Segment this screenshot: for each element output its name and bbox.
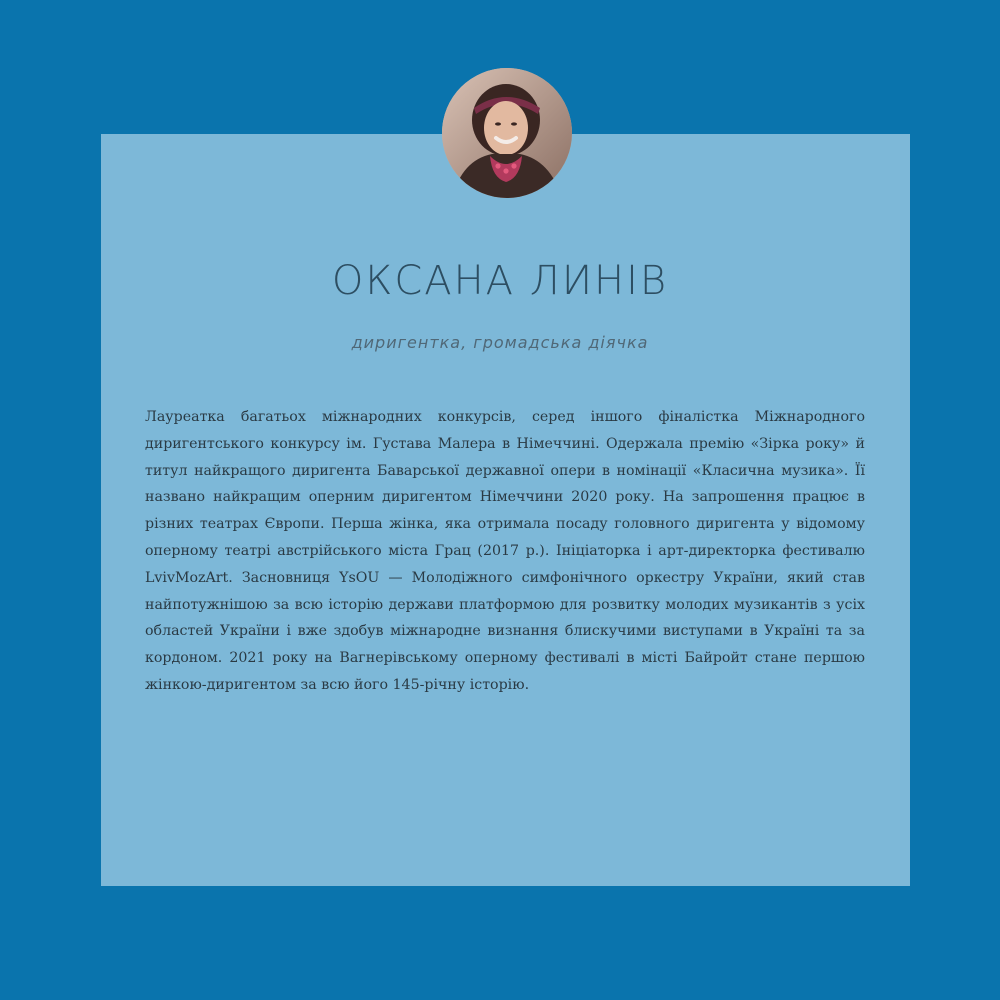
person-bio: Лауреатка багатьох міжнародних конкурсів, серед іншого фіналістка Міжнародного диригентського конкурсу ім. Густава Малера в Німеччині. Одержала премію «Зірка року» й титул найкращого диригента Баварської державної опери в номінації «Класична музика». Її названо найкращим оперним диригентом Німеччини 2020 року. На запрошення працює в різних театрах Європи. Перша жінка, яка отримала посаду головного диригента у відомому оперному театрі австрійського міста Грац (2017 р.). Ініціаторка і арт-директорка фестивалю LvivMozArt. Засновниця YsOU — Молодіжного симфонічного оркестру України, який став найпотужнішою за всю історію держави платформою для розвитку молодих музикантів з усіх областей України і вже здобув міжнародне визнання блискучими виступами в Україні та за кордоном. 2021 року на Вагнерівському оперному фестивалі в місті Байройт стане першою жінкою-диригентом за всю його 145-річну історію. bbox=[145, 409, 865, 693]
person-name: ОКСАНА ЛИНІВ bbox=[331, 258, 669, 304]
person-role: диригентка, громадська діячка bbox=[351, 333, 649, 352]
portrait-photo-image bbox=[442, 68, 572, 198]
portrait-photo bbox=[442, 68, 572, 198]
